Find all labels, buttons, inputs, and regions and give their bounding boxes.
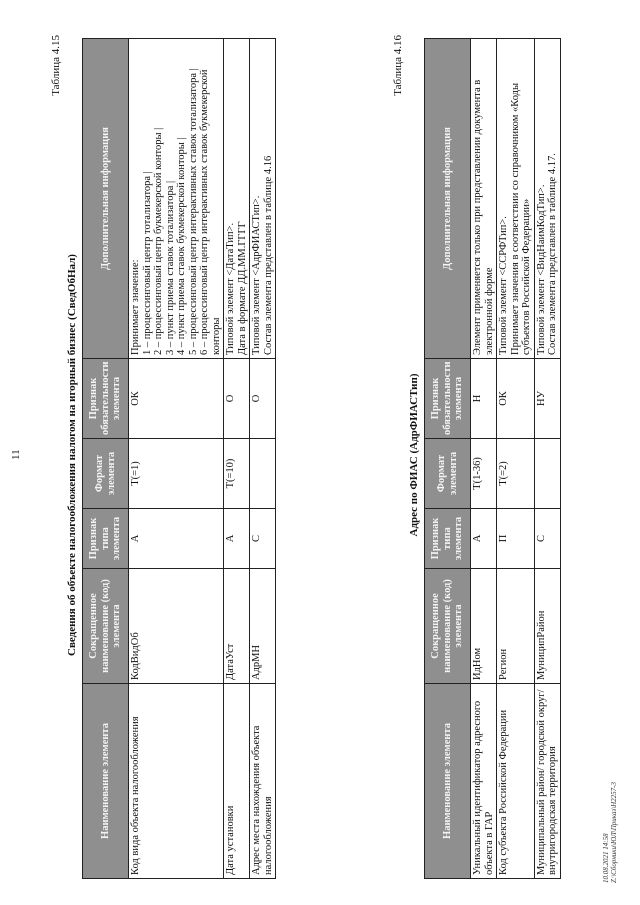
table-title: Сведения об объекте налогообложения налогом на игорный бизнес (СведОбНал) (66, 254, 78, 656)
cell-info: Принимает значение: 1 – процессинговый центр тотализатора | 2 – процессинговый центр букмекерской конторы | 3 – пункт приема ставок тотализатора | 4 – пункт приема ставок букмекерской конторы | 5 – процессинговый центр интерактивных ставок тотализатора | 6 – процессинговый центр интерактивных ставок букмекерской конторы (129, 39, 224, 359)
cell-code: КодВидОб (129, 569, 224, 684)
cell-name: Код субъекта Российской Федерации (497, 684, 535, 879)
cell-code: АдрМН (250, 569, 276, 684)
header-element-format: Формат элемента (83, 439, 129, 509)
cell-name: Уникальный идентификатор адресного объекта в ГАР (471, 684, 497, 879)
page-number: 11 (10, 449, 22, 460)
cell-format: T(=10) (224, 439, 250, 509)
cell-info: Типовой элемент <ССРФТип>. Принимает значения в соответствии со справочником «Коды субъектов Российской Федерации» (497, 39, 535, 359)
cell-info: Типовой элемент <АдрФИАСТип>. Состав элемента представлен в таблице 4.16 (250, 39, 276, 359)
cell-code: ДатаУст (224, 569, 250, 684)
header-element-name: Наименование элемента (83, 684, 129, 879)
cell-type: П (497, 509, 535, 569)
table-row (497, 39, 535, 879)
cell-code: ИдНом (471, 569, 497, 684)
cell-required: ОК (129, 359, 224, 439)
cell-format: T(=1) (129, 439, 224, 509)
header-element-required: Признак обязательности элемента (83, 359, 129, 439)
cell-info: Типовой элемент <ДатаТип>. Дата в формате ДД.ММ.ГГГГ (224, 39, 250, 359)
file-stamp-date: 10.08.2021 14:58 (602, 833, 610, 883)
file-stamp-path: Z:\Сборники\ЮЛ\Приказ\Н2257-3 (610, 782, 618, 883)
table-row (471, 39, 497, 879)
cell-name: Дата установки (224, 684, 250, 879)
cell-required: НУ (534, 359, 560, 439)
header-element-code: Сокращенное наименование (код) элемента (83, 569, 129, 684)
cell-name: Код вида объекта налогообложения (129, 684, 224, 879)
header-element-code: Сокращенное наименование (код) элемента (425, 569, 471, 684)
cell-required: Н (471, 359, 497, 439)
cell-required: О (224, 359, 250, 439)
file-stamp (602, 782, 618, 883)
cell-type: А (471, 509, 497, 569)
cell-type: С (250, 509, 276, 569)
header-element-type: Признак типа элемента (83, 509, 129, 569)
cell-type: С (534, 509, 560, 569)
cell-format (534, 439, 560, 509)
header-element-format: Формат элемента (425, 439, 471, 509)
table-4-16 (424, 38, 561, 879)
cell-format: T(=2) (497, 439, 535, 509)
cell-code: Регион (497, 569, 535, 684)
table-title: Адрес по ФИАС (АдрФИАСТип) (408, 373, 420, 537)
cell-name: Адрес места нахождения объекта налогообложения (250, 684, 276, 879)
cell-type: А (129, 509, 224, 569)
cell-required: ОК (497, 359, 535, 439)
header-element-required: Признак обязательности элемента (425, 359, 471, 439)
cell-type: А (224, 509, 250, 569)
header-element-type: Признак типа элемента (425, 509, 471, 569)
header-additional-info: Дополнительная информация (83, 39, 129, 359)
cell-info: Типовой элемент <ВидНаимКодТип>. Состав элемента представлен в таблице 4.17. (534, 39, 560, 359)
table-row (224, 39, 250, 879)
cell-code: МуниципРайон (534, 569, 560, 684)
cell-format: T(1-36) (471, 439, 497, 509)
table-4-15 (82, 38, 276, 879)
cell-required: О (250, 359, 276, 439)
header-additional-info: Дополнительная информация (425, 39, 471, 359)
table-label: Таблица 4.15 (50, 35, 62, 96)
cell-info: Элемент применяется только при представлении документа в электронной форме (471, 39, 497, 359)
cell-format (250, 439, 276, 509)
table-row (534, 39, 560, 879)
header-element-name: Наименование элемента (425, 684, 471, 879)
table-row (129, 39, 224, 879)
table-label: Таблица 4.16 (392, 35, 404, 96)
cell-name: Муниципальный район/ городской округ/ внутригородская территория (534, 684, 560, 879)
table-row (250, 39, 276, 879)
